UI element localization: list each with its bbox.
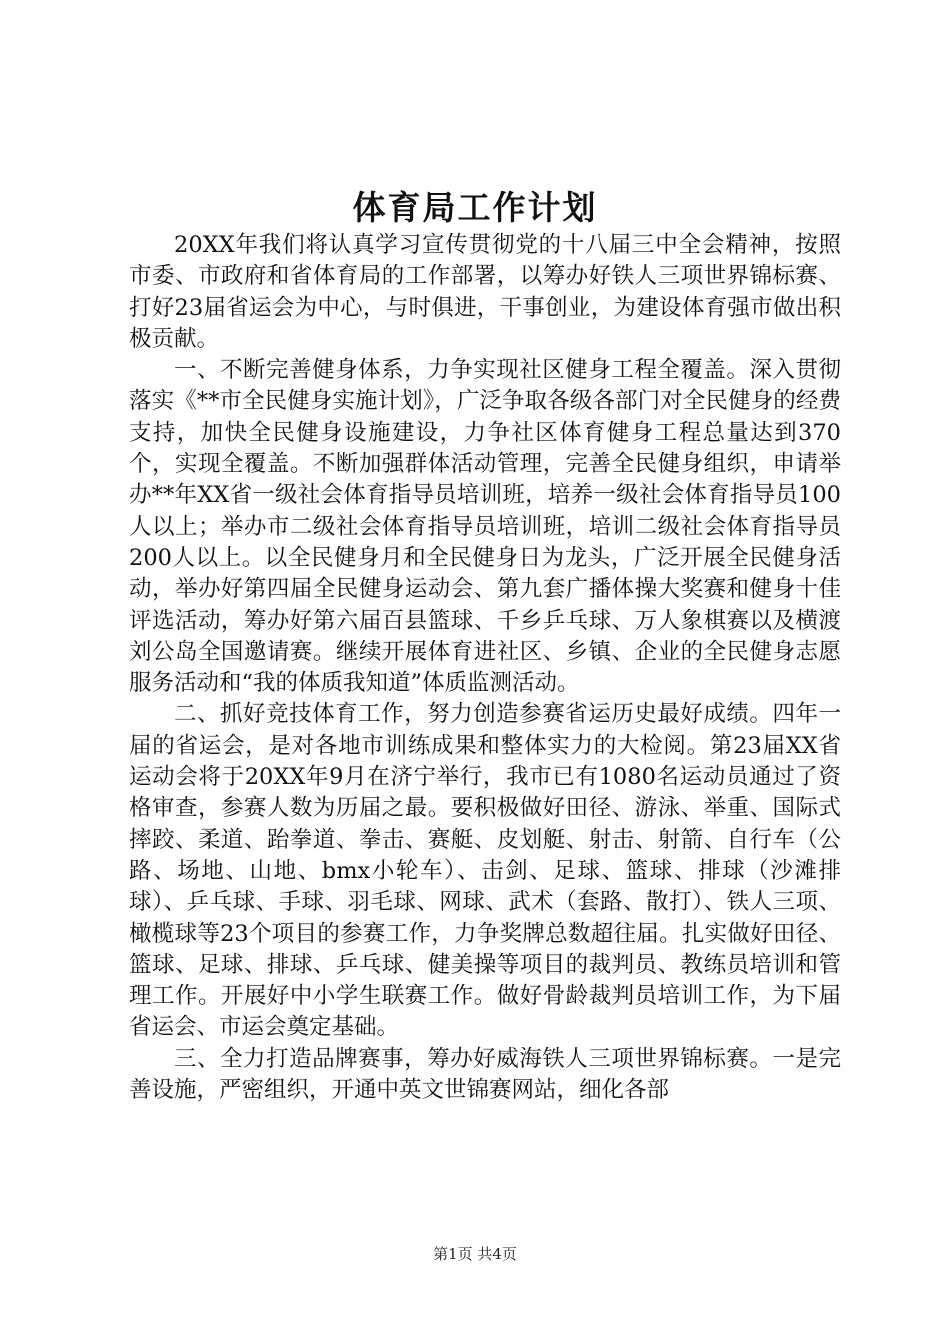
section-one-paragraph: 一、不断完善健身体系，力争实现社区健身工程全覆盖。深入贯彻落实《**市全民健身实施计划》，广泛争取各级各部门对全民健身的经费支持，加快全民健身设施建设，力争社区体育健身工程总量达到370个，实现全覆盖。不断加强群体活动管理，完善全民健身组织，申请举办**年XX省一级社会体育指导员培训班，培养一级社会体育指导员100人以上；举办市二级社会体育指导员培训班，培训二级社会体育指导员200人以上。以全民健身月和全民健身日为龙头，广泛开展全民健身活动，举办好第四届全民健身运动会、第九套广播体操大奖赛和健身十佳评选活动，筹办好第六届百县篮球、千乡乒乓球、万人象棋赛以及横渡刘公岛全国邀请赛。继续开展体育进社区、乡镇、企业的全民健身志愿服务活动和“我的体质我知道”体质监测活动。	[129, 357, 841, 697]
page-footer: 第1页 共4页	[433, 1245, 517, 1263]
section-three-paragraph: 三、全力打造品牌赛事，筹办好威海铁人三项世界锦标赛。一是完善设施，严密组织，开通中英文世锦赛网站，细化各部	[129, 1045, 841, 1104]
section-two-paragraph: 二、抓好竞技体育工作，努力创造参赛省运历史最好成绩。四年一届的省运会，是对各地市训练成果和整体实力的大检阅。第23届XX省运动会将于20XX年9月在济宁举行，我市已有1080名运动员通过了资格审查，参赛人数为历届之最。要积极做好田径、游泳、举重、国际式摔跤、柔道、跆拳道、拳击、赛艇、皮划艇、射击、射箭、自行车（公路、场地、山地、bmx小轮车）、击剑、足球、篮球、排球（沙滩排球）、乒乓球、手球、羽毛球、网球、武术（套路、散打）、铁人三项、橄榄球等23个项目的参赛工作，力争奖牌总数超往届。扎实做好田径、篮球、足球、排球、乒乓球、健美操等项目的裁判员、教练员培训和管理工作。开展好中小学生联赛工作。做好骨龄裁判员培训工作，为下届省运会、市运会奠定基础。	[129, 701, 841, 1041]
document-body	[129, 230, 841, 1106]
intro-paragraph: 20XX年我们将认真学习宣传贯彻党的十八届三中全会精神，按照市委、市政府和省体育局的工作部署，以筹办好铁人三项世界锦标赛、打好23届省运会为中心，与时俱进，干事创业，为建设体育强市做出积极贡献。	[129, 232, 841, 352]
document-title: 体育局工作计划	[352, 188, 598, 227]
